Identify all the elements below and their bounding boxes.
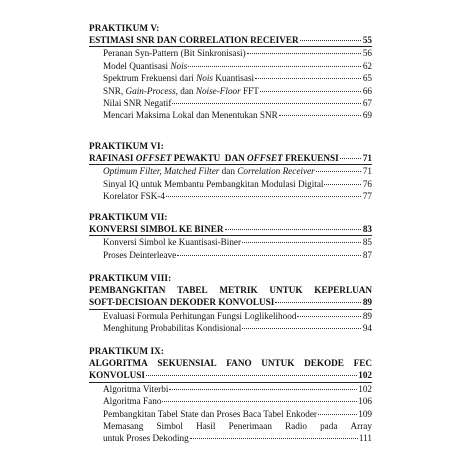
chapter-title: RAFINASI OFFSET PEWAKTU DAN OFFSET FREKUENSI [89, 153, 339, 163]
praktikum-heading: PRAKTIKUM V: [89, 23, 160, 33]
leader-dots [190, 438, 358, 439]
toc-item [89, 190, 372, 202]
leader-dots [225, 229, 361, 230]
chapter-title-line-1 [89, 357, 372, 369]
toc-item-text: Algoritma Fano [103, 396, 162, 407]
page-number: 109 [358, 408, 372, 419]
chapter-title-line-1 [89, 284, 372, 296]
toc-item-text: Konversi Simbol ke Kuantisasi-Biner [103, 237, 242, 248]
leader-dots [169, 389, 357, 390]
page-number: 71 [362, 166, 372, 177]
leader-dots [300, 40, 361, 41]
toc-item [89, 85, 372, 97]
leader-dots [162, 401, 357, 402]
leader-dots [297, 316, 361, 317]
page-number: 83 [362, 224, 372, 234]
toc-item-text: Korelator FSK-4 [103, 191, 166, 202]
toc-item-text: Optimum Filter, Matched Filter dan Correlation Receiver [103, 166, 315, 177]
toc-item [89, 432, 372, 444]
toc-item [89, 165, 372, 177]
item-word: Penerimaan [228, 420, 272, 431]
chapter-title-row [89, 34, 372, 47]
item-word: Array [350, 420, 372, 431]
toc-item-text: Sinyal IQ untuk Membantu Pembangkitan Modulasi Digital [103, 178, 324, 189]
title-word: FANO [226, 358, 252, 368]
praktikum-vi-section [89, 140, 372, 203]
page-number: 76 [362, 178, 372, 189]
title-word: UNTUK [269, 285, 303, 295]
page-number: 69 [362, 110, 372, 121]
page-number: 67 [362, 97, 372, 108]
leader-dots [279, 115, 361, 116]
item-word: Radio [285, 420, 307, 431]
toc-item [89, 310, 372, 322]
toc-item-text: Model Quantisasi Nois [103, 60, 188, 71]
toc-item-line-1 [89, 420, 372, 432]
praktikum-heading: PRAKTIKUM IX: [89, 346, 165, 356]
leader-dots [260, 91, 361, 92]
title-word: PEMBANGKITAN [89, 285, 166, 295]
item-word: Hasil [196, 420, 216, 431]
praktikum-heading: PRAKTIKUM VI: [89, 141, 164, 151]
toc-item-text: SNR, Gain-Process, dan Noise-Floor FFT [103, 85, 259, 96]
leader-dots [275, 302, 361, 303]
toc-item-text: Spektrum Frekuensi dari Nois Kuantisasi [103, 73, 255, 84]
chapter-title: ESTIMASI SNR DAN CORRELATION RECEIVER [89, 35, 299, 45]
page-number: 94 [362, 323, 372, 334]
title-word: KEPERLUAN [314, 285, 372, 295]
page-number: 66 [362, 85, 372, 96]
title-word: TABEL [177, 285, 208, 295]
chapter-title: KONVERSI SIMBOL KE BINER [89, 224, 224, 234]
chapter-title-row [89, 152, 372, 165]
item-word: Simbol [156, 420, 183, 431]
page-number: 102 [358, 383, 372, 394]
chapter-title-row [89, 296, 372, 309]
chapter-title-row [89, 369, 372, 382]
leader-dots [172, 103, 361, 104]
chapter-title-row [89, 223, 372, 236]
leader-dots [318, 414, 357, 415]
chapter-title-line-2: KONVOLUSI [89, 370, 145, 381]
page-number: 71 [362, 153, 372, 163]
item-word: pada [320, 420, 338, 431]
page-number: 87 [362, 249, 372, 260]
toc-item [89, 383, 372, 395]
leader-dots [255, 78, 361, 79]
praktikum-v-section [89, 22, 372, 122]
toc-item [89, 236, 372, 248]
toc-item [89, 249, 372, 261]
toc-item-text: Evaluasi Formula Perhitungan Fungsi Loglikelihood [103, 310, 297, 321]
praktikum-ix-section [89, 345, 372, 445]
item-word: Memasang [103, 420, 144, 431]
praktikum-vii-section [89, 211, 372, 261]
toc-item [89, 60, 372, 72]
title-word: DEKODE [304, 358, 344, 368]
leader-dots [177, 255, 361, 256]
praktikum-heading: PRAKTIKUM VII: [89, 212, 168, 222]
toc-item [89, 395, 372, 407]
toc-item-text: Peranan Syn-Pattern (Bit Sinkronisasi) [103, 48, 246, 59]
chapter-title-line-2: SOFT-DECISIOAN DEKODER KONVOLUSI [89, 297, 275, 308]
page-number: 56 [362, 48, 372, 59]
page-number: 106 [358, 396, 372, 407]
page-number: 102 [358, 370, 372, 381]
toc-item [89, 97, 372, 109]
praktikum-heading: PRAKTIKUM VIII: [89, 273, 172, 283]
toc-item-text: Mencari Maksima Lokal dan Menentukan SNR [103, 110, 278, 121]
title-word: FEC [353, 358, 372, 368]
leader-dots [188, 66, 361, 67]
title-word: ALGORITMA [89, 358, 148, 368]
leader-dots [340, 158, 361, 159]
praktikum-viii-section [89, 272, 372, 335]
toc-item [89, 47, 372, 59]
toc-item [89, 178, 372, 190]
toc-item-text: Proses Deinterleave [103, 249, 177, 260]
page-number: 62 [362, 60, 372, 71]
toc-item [89, 72, 372, 84]
toc-item [89, 322, 372, 334]
toc-item-text: Menghitung Probabilitas Kondisional [103, 323, 242, 334]
leader-dots [247, 53, 361, 54]
leader-dots [166, 196, 361, 197]
toc-item-text: untuk Proses Dekoding [103, 433, 189, 444]
page-number: 89 [362, 297, 372, 308]
title-word: SEKUENSIAL [157, 358, 217, 368]
leader-dots [242, 242, 361, 243]
toc-item-text: Pembangkitan Tabel State dan Proses Baca Tabel Enkoder [103, 408, 317, 419]
page-number: 85 [362, 237, 372, 248]
title-word: METRIK [219, 285, 258, 295]
page-number: 77 [362, 191, 372, 202]
page-number: 89 [362, 310, 372, 321]
toc-item [89, 109, 372, 121]
toc-item [89, 408, 372, 420]
page-number: 65 [362, 73, 372, 84]
toc-item-text: Nilai SNR Negatif [103, 97, 172, 108]
toc-item-text: Algoritma Viterbi [103, 383, 169, 394]
leader-dots [316, 171, 361, 172]
page-number: 55 [362, 35, 372, 45]
title-word: UNTUK [261, 358, 295, 368]
leader-dots [146, 375, 357, 376]
leader-dots [324, 184, 361, 185]
page-number: 111 [358, 433, 372, 444]
leader-dots [242, 328, 361, 329]
